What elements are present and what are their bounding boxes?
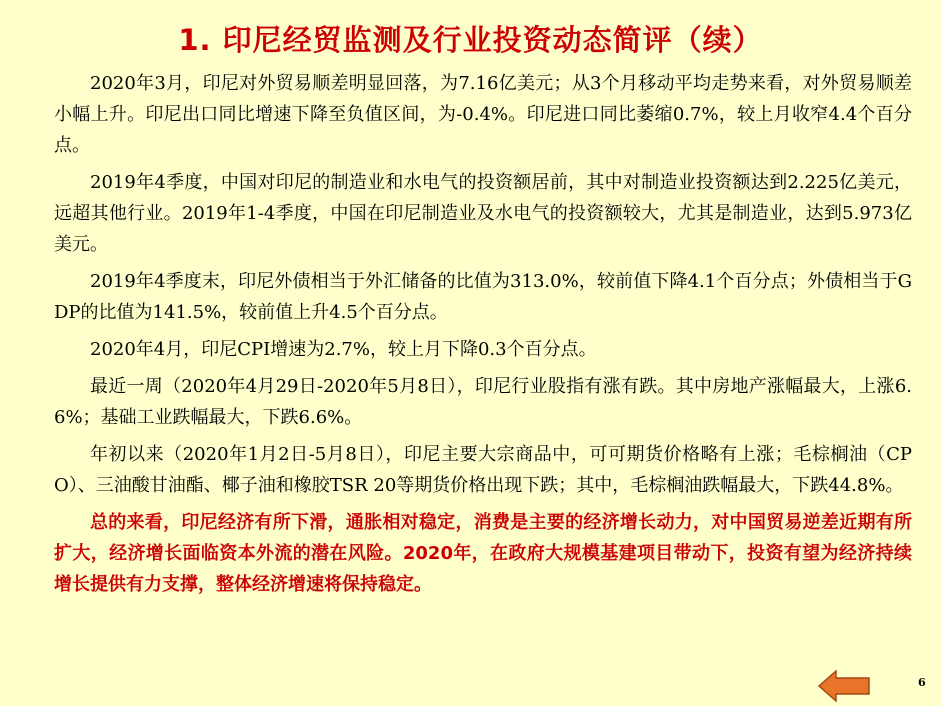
paragraph-commodities: 年初以来（2020年1月2日-5月8日），印尼主要大宗商品中，可可期货价格略有上涨；毛棕榈油（CPO）、三油酸甘油酯、椰子油和橡胶TSR 20等期货价格出现下跌；其中，毛棕榈油跌幅最大，下跌44.8%。 <box>54 444 912 496</box>
paragraph-summary: 总的来看，印尼经济有所下滑，通胀相对稳定，消费是主要的经济增长动力，对中国贸易逆差近期有所扩大，经济增长面临资本外流的潜在风险。2020年，在政府大规模基建项目带动下，投资有望为经济持续增长提供有力支撑，整体经济增速将保持稳定。 <box>54 512 912 595</box>
page-number: 6 <box>918 676 926 689</box>
paragraph-stock-index: 最近一周（2020年4月29日-2020年5月8日），印尼行业股指有涨有跌。其中房地产涨幅最大，上涨6.6%；基础工业跌幅最大，下跌6.6%。 <box>54 376 912 428</box>
back-button[interactable] <box>818 670 870 702</box>
paragraph-external-debt: 2019年4季度末，印尼外债相当于外汇储备的比值为313.0%，较前值下降4.1个百分点；外债相当于GDP的比值为141.5%，较前值上升4.5个百分点。 <box>54 271 912 323</box>
paragraph-investment: 2019年4季度，中国对印尼的制造业和水电气的投资额居前，其中对制造业投资额达到2.225亿美元，远超其他行业。2019年1-4季度，中国在印尼制造业及水电气的投资额较大，尤其是制造业，达到5.973亿美元。 <box>54 172 912 255</box>
paragraph-trade: 2020年3月，印尼对外贸易顺差明显回落，为7.16亿美元；从3个月移动平均走势来看，对外贸易顺差小幅上升。印尼出口同比增速下降至负值区间，为-0.4%。印尼进口同比萎缩0.7%，较上月收窄4.4个百分点。 <box>54 73 912 156</box>
slide-body <box>54 68 912 606</box>
left-arrow-icon <box>818 670 870 702</box>
slide-title: 1. 印尼经贸监测及行业投资动态简评（续） <box>178 23 763 57</box>
paragraph-cpi: 2020年4月，印尼CPI增速为2.7%，较上月下降0.3个百分点。 <box>90 339 597 360</box>
